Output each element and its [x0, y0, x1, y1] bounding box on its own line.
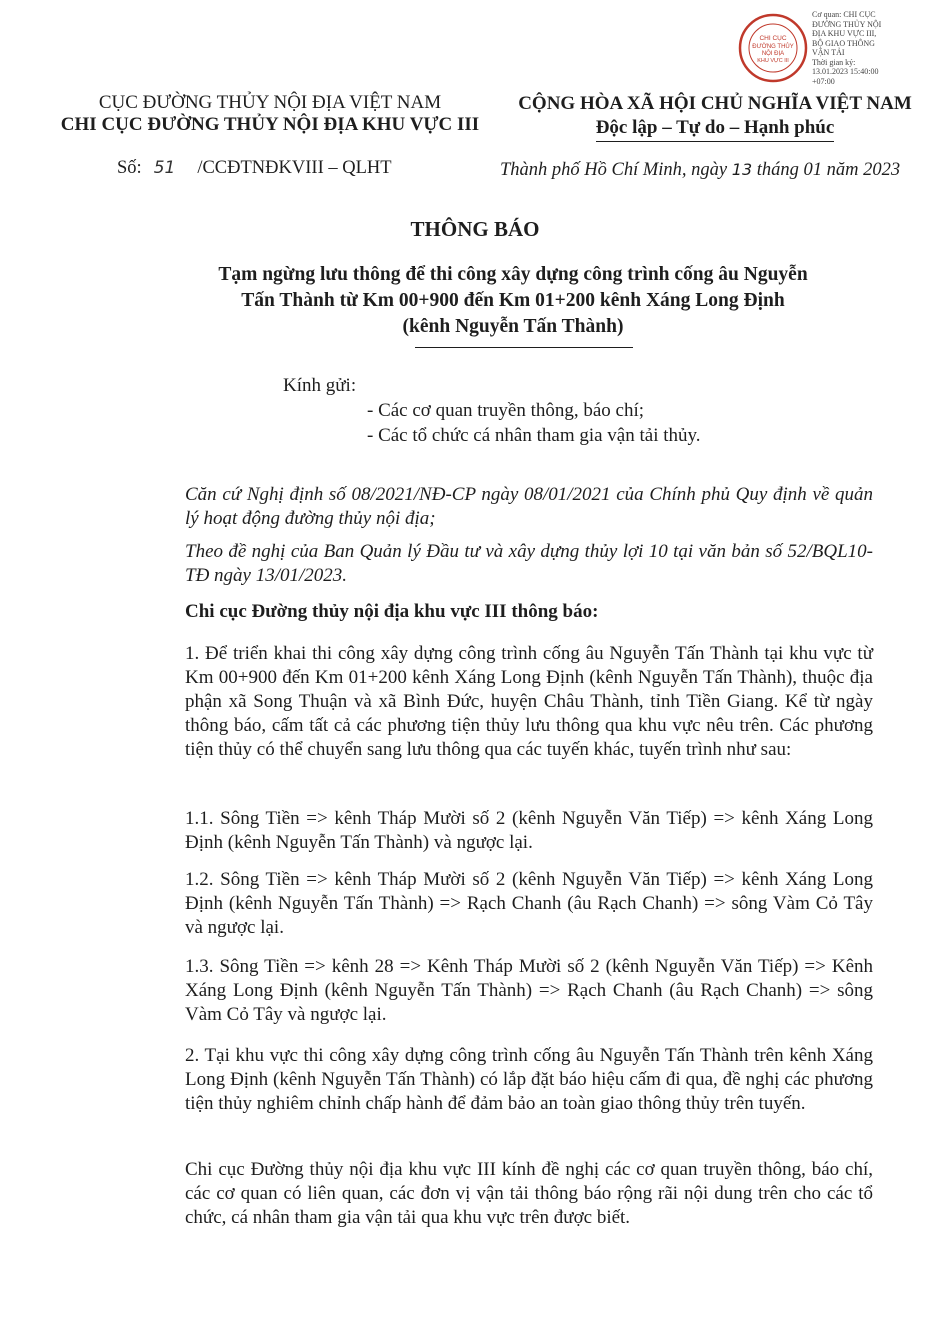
- date-suffix: tháng 01 năm 2023: [756, 160, 901, 180]
- request-basis-text: Theo đề nghị của Ban Quản lý Đầu tư và xây dựng thủy lợi 10 tại văn bản số 52/BQL10-TĐ ngày 13/01/2023.: [185, 541, 873, 586]
- sig-line: Cơ quan: CHI CỤC: [812, 10, 876, 19]
- subject-underline: [415, 347, 633, 348]
- legal-basis-paragraph: [113, 483, 873, 531]
- doc-number-suffix: /CCĐTNĐKVIII – QLHT: [197, 158, 392, 178]
- agency-parent: CỤC ĐƯỜNG THỦY NỘI ĐỊA VIỆT NAM: [98, 92, 442, 113]
- country-name: CỘNG HÒA XÃ HỘI CHỦ NGHĨA VIỆT NAM: [518, 93, 912, 114]
- item-2-paragraph: [113, 1044, 873, 1116]
- item-1-3-paragraph: [113, 955, 873, 1027]
- closing-text: Chi cục Đường thủy nội địa khu vực III kính đề nghị các cơ quan truyền thông, báo chí, các cơ quan có liên quan, các đơn vị vận tải thông báo rộng rãi nội dung trên cho các tổ chức, cá nhân tham gia vận tải qua khu vực trên được biết.: [185, 1159, 873, 1228]
- sig-line: BỘ GIAO THÔNG: [812, 38, 875, 48]
- item-1-1-text: 1.1. Sông Tiền => kênh Tháp Mười số 2 (kênh Nguyễn Văn Tiếp) => kênh Xáng Long Định (kênh Nguyễn Tấn Thành) và ngược lại.: [185, 808, 873, 853]
- subject-line: Tạm ngừng lưu thông để thi công xây dựng công trình cống âu Nguyễn: [218, 264, 808, 285]
- document-title: THÔNG BÁO: [410, 217, 540, 241]
- item-1-3-text: 1.3. Sông Tiền => kênh 28 => Kênh Tháp Mười số 2 (kênh Nguyễn Văn Tiếp) => Kênh Xáng Long Định (kênh Nguyễn Tấn Thành) => Rạch Chanh (âu Rạch Chanh) => sông Vàm Cỏ Tây và ngược lại.: [185, 956, 873, 1025]
- national-motto: [505, 92, 925, 142]
- recipients-label: Kính gửi:: [283, 375, 357, 396]
- item-1-2-paragraph: [113, 868, 873, 940]
- item-1-1-paragraph: [113, 807, 873, 855]
- doc-number-prefix: Số:: [117, 158, 142, 178]
- date-prefix: Thành phố Hồ Chí Minh, ngày: [500, 160, 728, 180]
- issuing-agency: [60, 92, 480, 136]
- closing-paragraph: [113, 1158, 873, 1230]
- svg-text:KHU VỰC III: KHU VỰC III: [757, 58, 789, 64]
- sig-line: Thời gian ký:: [812, 57, 856, 67]
- recipient-item: - Các cơ quan truyền thông, báo chí;: [367, 400, 645, 421]
- svg-text:ĐƯỜNG THỦY: ĐƯỜNG THỦY: [752, 44, 794, 50]
- sig-line: ĐỊA KHU VỰC III,: [812, 29, 877, 38]
- motto: Độc lập – Tự do – Hạnh phúc: [596, 116, 835, 142]
- item-1-2-text: 1.2. Sông Tiền => kênh Tháp Mười số 2 (kênh Nguyễn Văn Tiếp) => kênh Xáng Long Định (kênh Nguyễn Tấn Thành) => Rạch Chanh (âu Rạch Chanh) => sông Vàm Cỏ Tây và ngược lại.: [185, 869, 873, 938]
- item-1-text: 1. Để triển khai thi công xây dựng công trình cống âu Nguyễn Tấn Thành tại khu vực từ Km 00+900 đến Km 01+200 kênh Xáng Long Định (kênh Nguyễn Tấn Thành), thuộc địa phận xã Song Thuận và xã Bình Đức, huyện Châu Thành, tỉnh Tiền Giang. Kể từ ngày thông báo, cấm tất cả các phương tiện thủy lưu thông qua khu vực nêu trên. Các phương tiện thủy có thể chuyển sang lưu thông qua các tuyến khác, tuyến trình như sau:: [185, 643, 873, 760]
- official-seal-stamp: [737, 12, 809, 84]
- item-1-paragraph: [113, 642, 873, 762]
- item-2-text: 2. Tại khu vực thi công xây dựng công trình cống âu Nguyễn Tấn Thành trên kênh Xáng Long Định (kênh Nguyễn Tấn Thành) có lắp đặt báo hiệu cấm đi qua, đề nghị các phương tiện thủy nghiêm chỉnh chấp hành để đảm bảo an toàn giao thông thủy trên tuyến.: [185, 1045, 873, 1114]
- request-basis-paragraph: [113, 540, 873, 588]
- sig-line: 13.01.2023 15:40:00: [812, 67, 879, 76]
- document-number: [117, 158, 392, 179]
- date-day-handwritten: 13: [731, 160, 753, 179]
- sig-line: ĐƯỜNG THỦY NỘI: [812, 19, 882, 29]
- digital-signature-info: [812, 10, 944, 86]
- document-date: [500, 160, 900, 181]
- svg-text:CHI CỤC: CHI CỤC: [759, 35, 787, 42]
- subject-line: (kênh Nguyễn Tấn Thành): [402, 316, 624, 337]
- document-subject: [130, 262, 896, 340]
- sig-line: VẬN TẢI: [812, 48, 845, 57]
- sig-line: +07:00: [812, 76, 835, 86]
- subject-line: Tấn Thành từ Km 00+900 đến Km 01+200 kênh Xáng Long Định: [241, 290, 785, 311]
- agency-name: CHI CỤC ĐƯỜNG THỦY NỘI ĐỊA KHU VỰC III: [60, 114, 480, 135]
- svg-text:NỘI ĐỊA: NỘI ĐỊA: [761, 51, 785, 57]
- announcement-heading: Chi cục Đường thủy nội địa khu vực III thông báo:: [185, 601, 599, 622]
- doc-number-handwritten: 51: [153, 158, 176, 178]
- legal-basis-text: Căn cứ Nghị định số 08/2021/NĐ-CP ngày 08/01/2021 của Chính phủ Quy định về quản lý hoạt động đường thủy nội địa;: [185, 484, 873, 529]
- recipient-item: - Các tổ chức cá nhân tham gia vận tải thủy.: [367, 425, 701, 446]
